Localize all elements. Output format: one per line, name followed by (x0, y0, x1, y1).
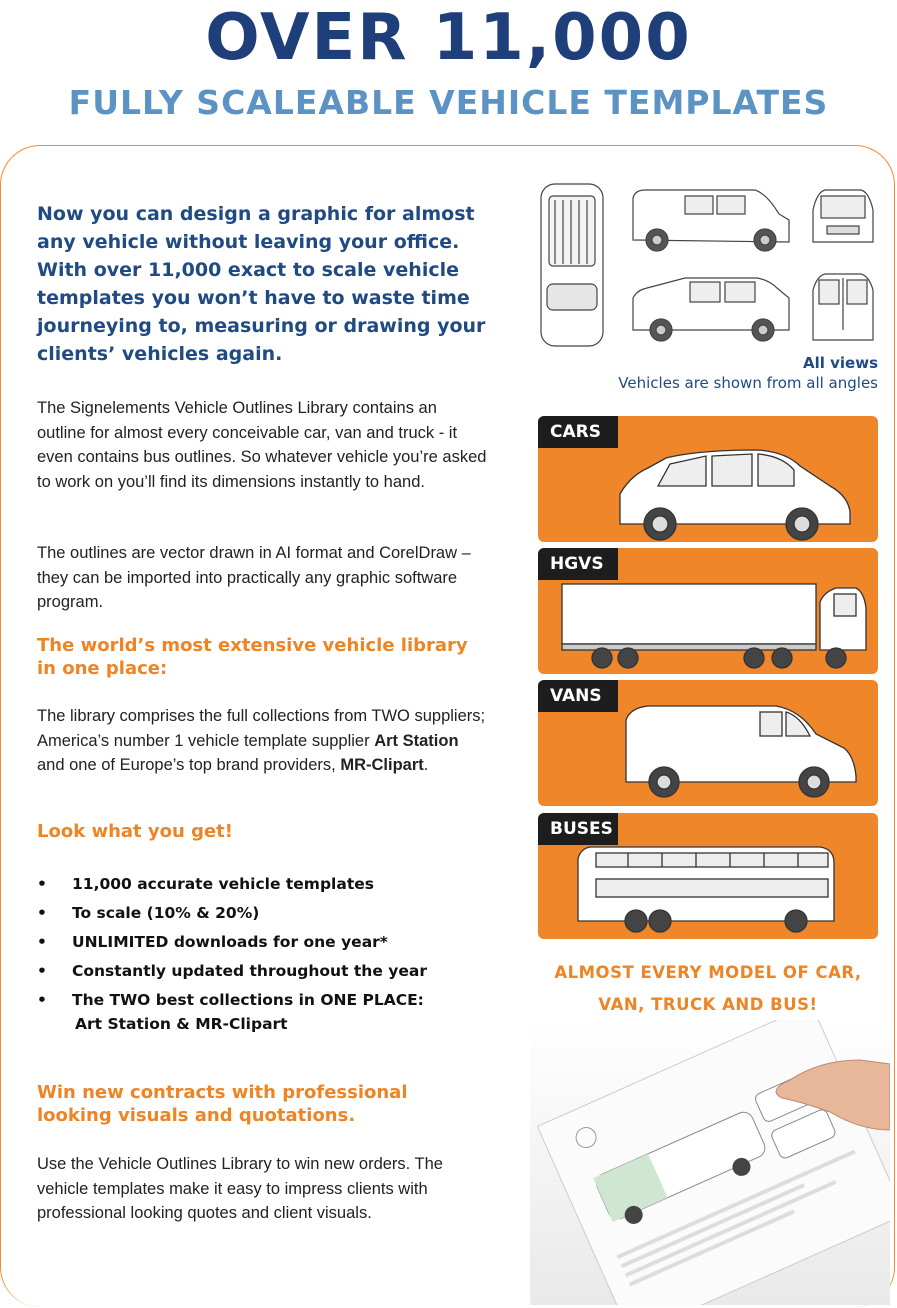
supplier-art-station: Art Station (374, 731, 459, 750)
contracts-heading: Win new contracts with professional looking visuals and quotations. (37, 1082, 408, 1126)
suppliers-text-a: The library comprises the full collections from TWO suppliers; America’s number 1 vehicle template supplier (37, 707, 486, 750)
list-item: • The TWO best collections in ONE PLACE: (37, 986, 497, 1015)
bullet-icon: • (37, 933, 47, 951)
category-card-cars (538, 416, 878, 542)
bullet-icon: • (37, 962, 47, 980)
list-item: • 11,000 accurate vehicle templates (37, 870, 497, 899)
benefits-list (37, 870, 497, 1015)
tagline-line-1: ALMOST EVERY MODEL OF CAR, (554, 963, 862, 982)
list-item: • Constantly updated throughout the year (37, 957, 497, 986)
suppliers-text-c: and one of Europe’s top brand providers, (37, 756, 341, 774)
hero-title: OVER 11,000 (205, 1, 692, 75)
bullet-icon: • (37, 991, 47, 1009)
intro-text: Now you can design a graphic for almost any vehicle without leaving your office. With over 11,000 exact to scale vehicle templates you won’t have to waste time journeying to, measuring or drawing your clients’ vehicles again. (37, 203, 486, 365)
vehicle-views-illustration (535, 180, 880, 350)
suppliers-text-e: . (423, 756, 429, 774)
category-label: HGVS (538, 548, 618, 580)
category-card-buses (538, 813, 878, 939)
category-card-vans (538, 680, 878, 806)
quotation-sheet-illustration (530, 1020, 890, 1305)
benefits-heading: Look what you get! (37, 821, 233, 842)
library-heading: The world’s most extensive vehicle library in one place: (37, 635, 468, 679)
vehicle-tagline (530, 957, 886, 1021)
suppliers-paragraph (37, 704, 487, 778)
hero-subtitle: FULLY SCALEABLE VEHICLE TEMPLATES (68, 83, 829, 122)
library-description: The Signelements Vehicle Outlines Library contains an outline for almost every conceivable car, van and truck - it even contains bus outlines. So whatever vehicle you’re asked to work on you’ll find its dimensions instantly to hand. (37, 399, 487, 491)
list-item: • UNLIMITED downloads for one year* (37, 928, 497, 957)
contracts-paragraph: Use the Vehicle Outlines Library to win new orders. The vehicle templates make it easy to impress clients with professional looking quotes and client visuals. (37, 1155, 443, 1222)
tagline-line-2: VAN, TRUCK AND BUS! (598, 995, 818, 1014)
supplier-mr-clipart: MR-Clipart (340, 756, 424, 774)
category-label: VANS (538, 680, 618, 712)
category-label: BUSES (538, 813, 618, 845)
list-item: • To scale (10% & 20%) (37, 899, 497, 928)
bullet-icon: • (37, 875, 47, 893)
format-description: The outlines are vector drawn in AI format and CorelDraw – they can be imported into practically any graphic software program. (37, 544, 471, 611)
views-caption-text: Vehicles are shown from all angles (618, 374, 878, 392)
category-card-hgvs (538, 548, 878, 674)
views-caption-title: All views (803, 354, 878, 372)
bullet-icon: • (37, 904, 47, 922)
category-label: CARS (538, 416, 618, 448)
collections-names: Art Station & MR-Clipart (75, 1015, 288, 1033)
